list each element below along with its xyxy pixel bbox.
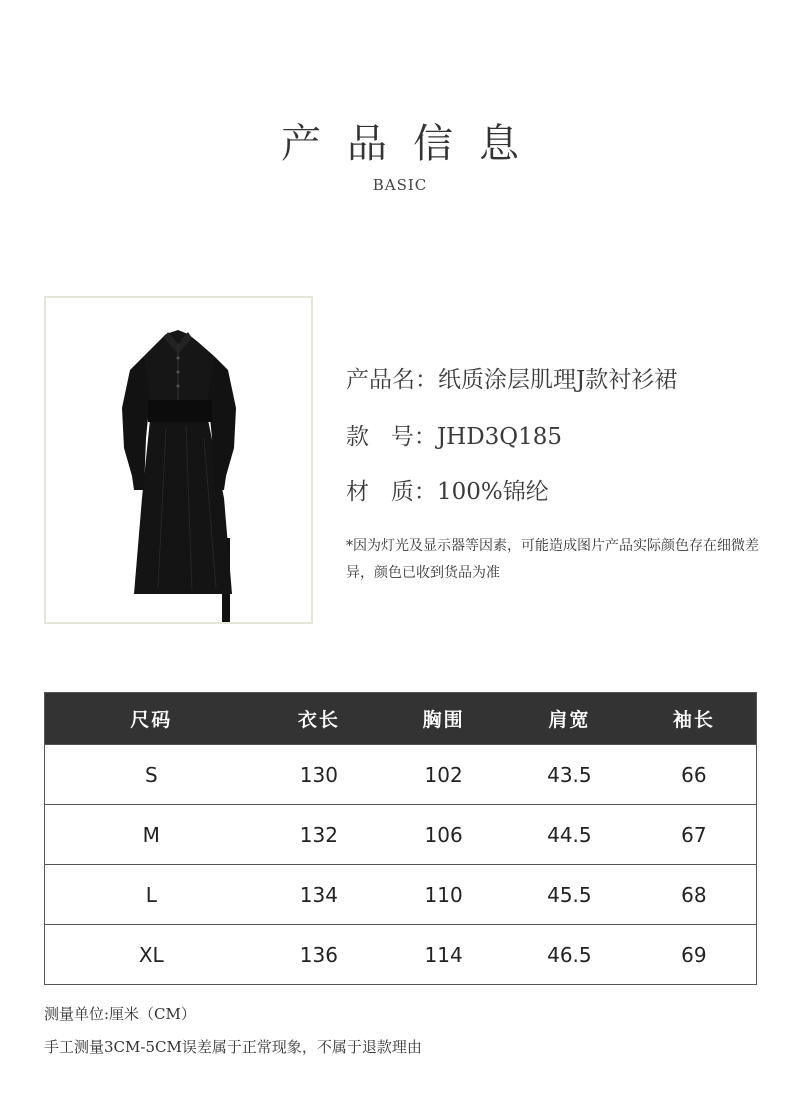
measurement-unit-note: 测量单位:厘米（CM） bbox=[44, 1005, 196, 1023]
cell-sleeve: 67 bbox=[681, 822, 707, 847]
table-row bbox=[45, 745, 757, 805]
cell-size: L bbox=[145, 882, 157, 907]
cell-shoulder: 43.5 bbox=[547, 762, 592, 787]
cell-size: XL bbox=[138, 942, 164, 967]
header-size: 尺码 bbox=[130, 709, 173, 731]
cell-length: 136 bbox=[299, 942, 338, 967]
product-name-label: 产品名： bbox=[346, 367, 438, 393]
cell-bust: 106 bbox=[424, 822, 463, 847]
cell-size: M bbox=[142, 822, 160, 847]
product-material-label: 材 质： bbox=[346, 479, 437, 505]
measurement-tolerance-note: 手工测量3CM-5CM误差属于正常现象，不属于退款理由 bbox=[44, 1038, 422, 1056]
page-subtitle: BASIC bbox=[372, 176, 428, 194]
product-code-row bbox=[346, 418, 562, 451]
size-table-header bbox=[45, 693, 757, 745]
product-material-row bbox=[346, 473, 549, 506]
cell-bust: 114 bbox=[424, 942, 463, 967]
cell-bust: 102 bbox=[424, 762, 463, 787]
product-code-label: 款 号： bbox=[346, 424, 437, 450]
header-length: 衣长 bbox=[297, 709, 340, 731]
color-disclaimer: *因为灯光及显示器等因素，可能造成图片产品实际颜色存在细微差异，颜色已收到货品为准 bbox=[346, 538, 759, 581]
table-row bbox=[45, 865, 757, 925]
table-row bbox=[45, 805, 757, 865]
product-name-value: 纸质涂层肌理J款衬衫裙 bbox=[438, 367, 678, 393]
cell-shoulder: 44.5 bbox=[547, 822, 592, 847]
header-bust: 胸围 bbox=[422, 709, 465, 731]
cell-length: 132 bbox=[299, 822, 338, 847]
product-material-value: 100%锦纶 bbox=[436, 479, 549, 505]
product-image-frame bbox=[44, 296, 313, 624]
cell-length: 134 bbox=[299, 882, 338, 907]
cell-size: S bbox=[144, 762, 158, 787]
header-shoulder: 肩宽 bbox=[548, 709, 591, 731]
size-table bbox=[44, 692, 757, 985]
cell-sleeve: 68 bbox=[681, 882, 707, 907]
header-sleeve: 袖长 bbox=[672, 709, 715, 731]
product-name-row bbox=[346, 361, 677, 394]
page-title: 产品信息 bbox=[281, 121, 545, 167]
product-image bbox=[46, 298, 311, 622]
cell-shoulder: 46.5 bbox=[547, 942, 592, 967]
product-code-value: JHD3Q185 bbox=[436, 424, 563, 450]
cell-sleeve: 69 bbox=[681, 942, 707, 967]
cell-sleeve: 66 bbox=[681, 762, 707, 787]
cell-bust: 110 bbox=[424, 882, 463, 907]
table-row bbox=[45, 925, 757, 985]
cell-length: 130 bbox=[299, 762, 338, 787]
cell-shoulder: 45.5 bbox=[547, 882, 592, 907]
